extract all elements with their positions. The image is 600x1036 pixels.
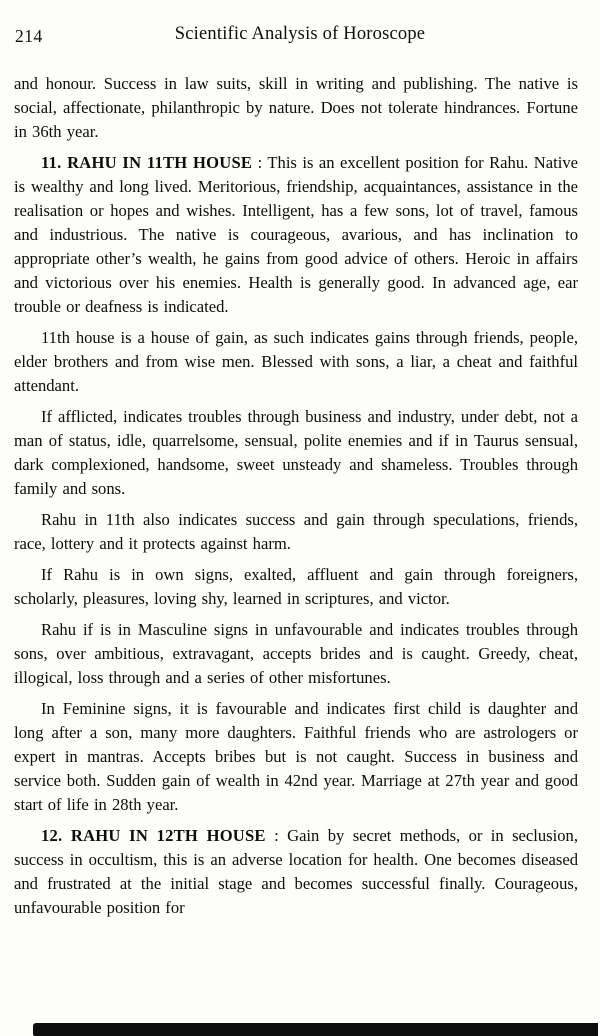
- page-header: [0, 0, 600, 58]
- page-body: [14, 72, 578, 920]
- paragraph-speculations: [14, 508, 578, 556]
- paragraph-text: In Feminine signs, it is favourable and indicates first child is daughter and long after a son, many more daughters. Faithful friends who are astrologers or expert in mantras. Accepts bribes but is not caught. Success in business and service both. Sudden gain of wealth in 42nd year. Marriage at 27th year and good start of life in 28th year.: [14, 699, 578, 814]
- paragraph-text: If Rahu is in own signs, exalted, affluent and gain through foreigners, scholarly, pleasures, loving shy, learned in scriptures, and victor.: [14, 565, 578, 608]
- paragraph-text: 11th house is a house of gain, as such indicates gains through friends, people, elder brothers and from wise men. Blessed with sons, a liar, a cheat and faithful attendant.: [14, 328, 578, 395]
- paragraph-house-of-gain: [14, 326, 578, 398]
- paragraph-text: Rahu if is in Masculine signs in unfavourable and indicates troubles through sons, over ambitious, extravagant, accepts brides and is caught. Greedy, cheat, illogical, loss through and a series of other misfortunes.: [14, 620, 578, 687]
- paragraph-text: and honour. Success in law suits, skill in writing and publishing. The native is social, affectionate, philanthropic by nature. Does not tolerate hindrances. Fortune in 36th year.: [14, 74, 578, 141]
- paragraph-continuation: [14, 72, 578, 144]
- section-heading-rahu-11th: 11. RAHU IN 11TH HOUSE: [41, 153, 253, 172]
- paragraph-text: : This is an excellent position for Rahu. Native is wealthy and long lived. Meritorious, friendship, acquaintances, assistance in the realisation or hopes and wishes. Intelligent, has a few sons, lot of travel, famous and industrious. The native is courageous, avarious, and has inclination to appropriate other’s wealth, he gains from good advice of others. Heroic in affairs and victorious over his enemies. Health is generally good. In advanced age, ear trouble or deafness is indicated.: [14, 153, 578, 316]
- paragraph-masculine-signs: [14, 618, 578, 690]
- paragraph-text: Rahu in 11th also indicates success and gain through speculations, friends, race, lottery and it protects against harm.: [14, 510, 578, 553]
- paragraph-if-afflicted: [14, 405, 578, 501]
- page-title: Scientific Analysis of Horoscope: [174, 24, 426, 44]
- page-number: 214: [15, 26, 43, 46]
- scan-artifact-bar: [33, 1023, 598, 1036]
- paragraph-feminine-signs: [14, 697, 578, 817]
- paragraph-rahu-11th-house: [14, 151, 578, 319]
- section-heading-rahu-12th: 12. RAHU IN 12TH HOUSE: [41, 826, 266, 845]
- paragraph-text: : Gain by secret methods, or in seclusion, success in occultism, this is an adverse location for health. One becomes diseased and frustrated at the initial stage and becomes successful finally. Courageous, unfavourable position for: [14, 826, 578, 917]
- paragraph-text: If afflicted, indicates troubles through business and industry, under debt, not a man of status, idle, quarrelsome, sensual, polite enemies and if in Taurus sensual, dark complexioned, handsome, sweet unsteady and shameless. Troubles through family and sons.: [14, 407, 578, 498]
- paragraph-rahu-12th-house: [14, 824, 578, 920]
- paragraph-own-signs: [14, 563, 578, 611]
